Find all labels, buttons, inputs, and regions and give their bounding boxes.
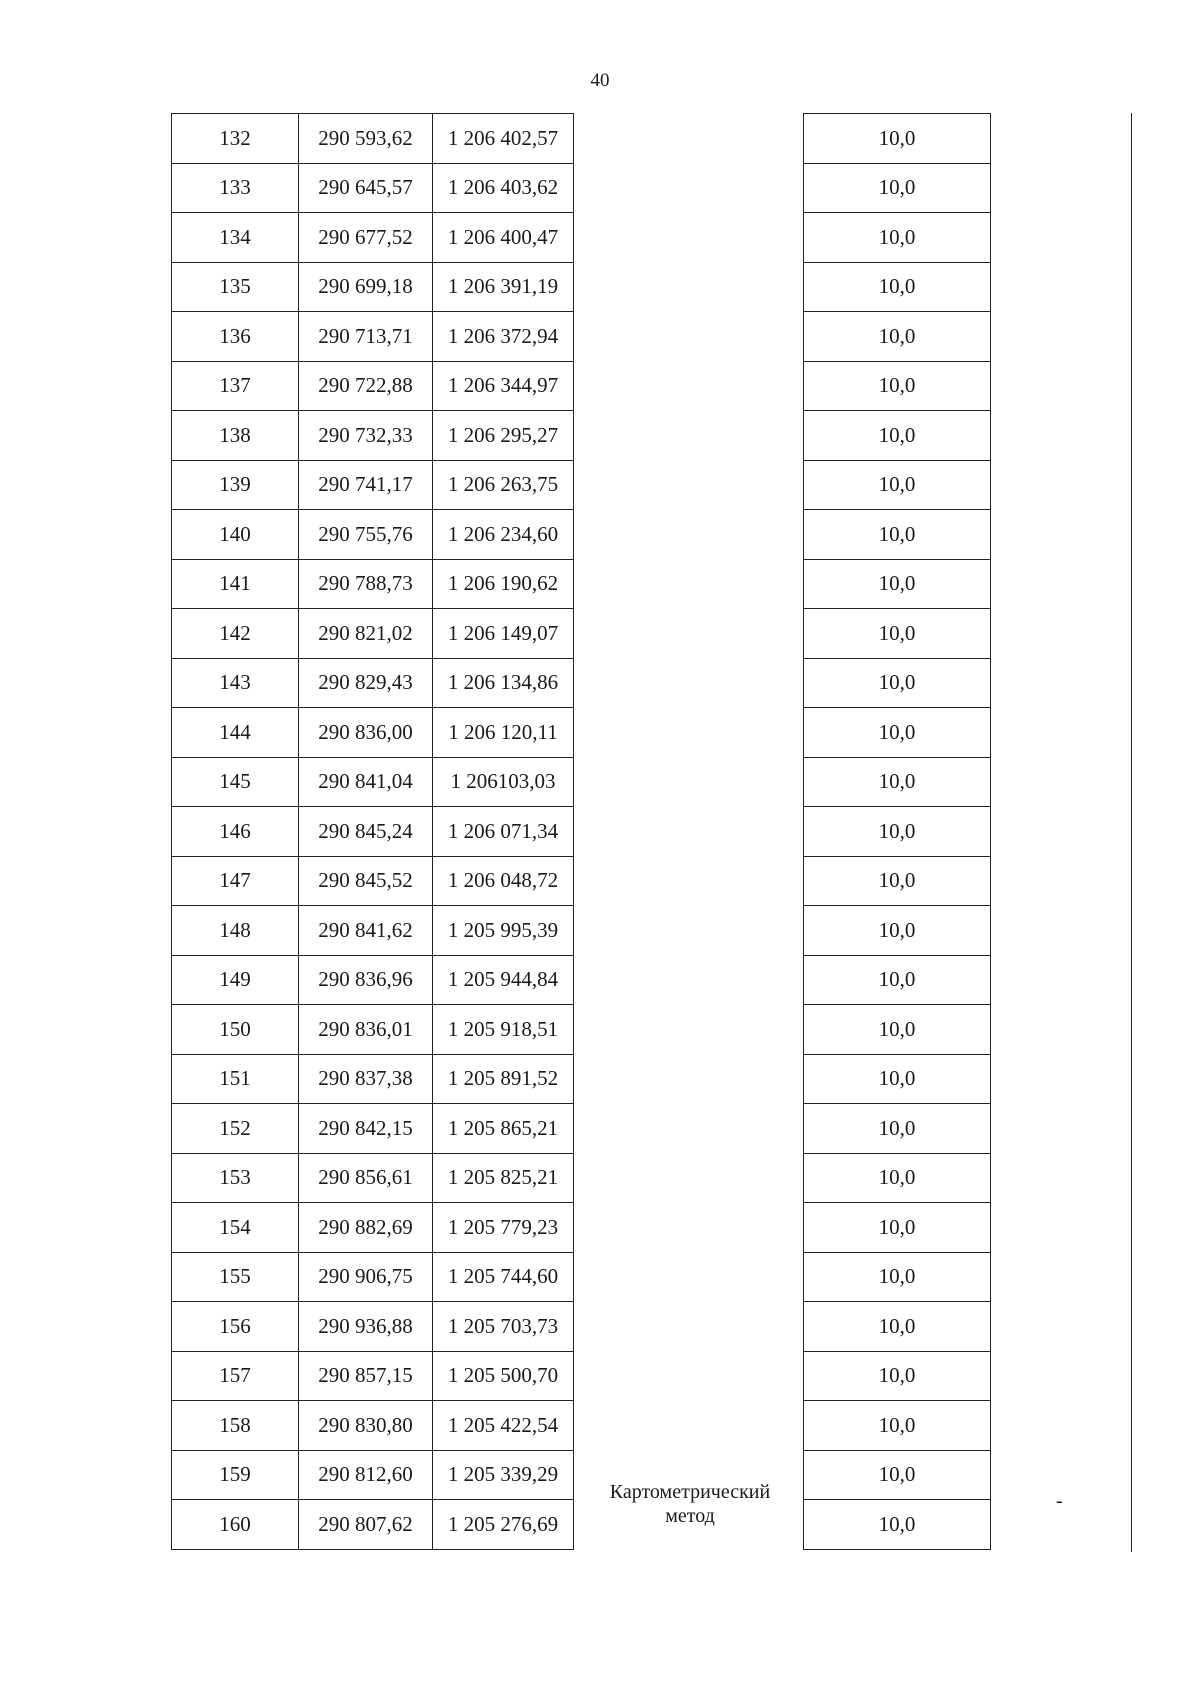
y-coordinate-cell: 1 206 234,60 [433, 510, 574, 560]
accuracy-cell: 10,0 [804, 163, 991, 213]
x-coordinate-cell: 290 788,73 [299, 559, 433, 609]
y-coordinate-cell: 1 206 295,27 [433, 411, 574, 461]
x-coordinate-cell: 290 732,33 [299, 411, 433, 461]
accuracy-cell: 10,0 [804, 708, 991, 758]
page-number: 40 [590, 70, 610, 91]
accuracy-cell: 10,0 [804, 510, 991, 560]
accuracy-cell: 10,0 [804, 1302, 991, 1352]
accuracy-cell: 10,0 [804, 1450, 991, 1500]
y-coordinate-cell: 1 206 344,97 [433, 361, 574, 411]
table-row [172, 411, 991, 461]
table-row [172, 1203, 991, 1253]
method-gap-cell [574, 1302, 804, 1352]
x-coordinate-cell: 290 741,17 [299, 460, 433, 510]
accuracy-cell: 10,0 [804, 262, 991, 312]
point-number-cell: 158 [172, 1401, 299, 1451]
method-gap-cell [574, 163, 804, 213]
y-coordinate-cell: 1 206 402,57 [433, 114, 574, 164]
method-gap-cell [574, 213, 804, 263]
y-coordinate-cell: 1 205 825,21 [433, 1153, 574, 1203]
x-coordinate-cell: 290 593,62 [299, 114, 433, 164]
y-coordinate-cell: 1 205 944,84 [433, 955, 574, 1005]
point-number-cell: 133 [172, 163, 299, 213]
method-gap-cell [574, 262, 804, 312]
table-row [172, 1252, 991, 1302]
accuracy-cell: 10,0 [804, 312, 991, 362]
point-number-cell: 145 [172, 757, 299, 807]
table-row [172, 1104, 991, 1154]
point-number-cell: 152 [172, 1104, 299, 1154]
method-gap-cell [574, 609, 804, 659]
table-row [172, 856, 991, 906]
y-coordinate-cell: 1 206 263,75 [433, 460, 574, 510]
table-row [172, 510, 991, 560]
x-coordinate-cell: 290 677,52 [299, 213, 433, 263]
accuracy-cell: 10,0 [804, 361, 991, 411]
accuracy-cell: 10,0 [804, 1054, 991, 1104]
method-gap-cell [574, 807, 804, 857]
accuracy-cell: 10,0 [804, 1351, 991, 1401]
table-row [172, 807, 991, 857]
method-gap-cell [574, 460, 804, 510]
table-row [172, 1500, 991, 1550]
accuracy-cell: 10,0 [804, 609, 991, 659]
table-row [172, 906, 991, 956]
method-gap-cell [574, 1252, 804, 1302]
accuracy-cell: 10,0 [804, 1104, 991, 1154]
x-coordinate-cell: 290 841,62 [299, 906, 433, 956]
table-row [172, 1302, 991, 1352]
point-number-cell: 136 [172, 312, 299, 362]
point-number-cell: 154 [172, 1203, 299, 1253]
point-number-cell: 155 [172, 1252, 299, 1302]
x-coordinate-cell: 290 841,04 [299, 757, 433, 807]
y-coordinate-cell: 1 205 703,73 [433, 1302, 574, 1352]
point-number-cell: 150 [172, 1005, 299, 1055]
method-gap-cell [574, 312, 804, 362]
table-row [172, 1054, 991, 1104]
accuracy-cell: 10,0 [804, 559, 991, 609]
point-number-cell: 132 [172, 114, 299, 164]
point-number-cell: 135 [172, 262, 299, 312]
x-coordinate-cell: 290 755,76 [299, 510, 433, 560]
table-row [172, 559, 991, 609]
x-coordinate-cell: 290 836,00 [299, 708, 433, 758]
y-coordinate-cell: 1 206103,03 [433, 757, 574, 807]
method-gap-cell [574, 361, 804, 411]
table-row [172, 312, 991, 362]
y-coordinate-cell: 1 205 865,21 [433, 1104, 574, 1154]
method-gap-cell [574, 757, 804, 807]
point-number-cell: 156 [172, 1302, 299, 1352]
table-row [172, 262, 991, 312]
point-number-cell: 149 [172, 955, 299, 1005]
y-coordinate-cell: 1 205 500,70 [433, 1351, 574, 1401]
table-row [172, 1401, 991, 1451]
table-row [172, 757, 991, 807]
x-coordinate-cell: 290 837,38 [299, 1054, 433, 1104]
table-row [172, 1153, 991, 1203]
table-row [172, 708, 991, 758]
method-gap-cell [574, 510, 804, 560]
table-row [172, 1005, 991, 1055]
x-coordinate-cell: 290 722,88 [299, 361, 433, 411]
y-coordinate-cell: 1 205 995,39 [433, 906, 574, 956]
point-number-cell: 142 [172, 609, 299, 659]
point-number-cell: 151 [172, 1054, 299, 1104]
table-row [172, 1351, 991, 1401]
accuracy-cell: 10,0 [804, 1252, 991, 1302]
method-gap-cell [574, 856, 804, 906]
method-gap-cell [574, 1153, 804, 1203]
method-gap-cell [574, 114, 804, 164]
table-row [172, 460, 991, 510]
point-number-cell: 148 [172, 906, 299, 956]
accuracy-cell: 10,0 [804, 411, 991, 461]
point-number-cell: 141 [172, 559, 299, 609]
point-number-cell: 146 [172, 807, 299, 857]
point-number-cell: 139 [172, 460, 299, 510]
y-coordinate-cell: 1 205 779,23 [433, 1203, 574, 1253]
accuracy-cell: 10,0 [804, 955, 991, 1005]
method-gap-cell [574, 708, 804, 758]
x-coordinate-cell: 290 713,71 [299, 312, 433, 362]
x-coordinate-cell: 290 699,18 [299, 262, 433, 312]
point-number-cell: 138 [172, 411, 299, 461]
x-coordinate-cell: 290 857,15 [299, 1351, 433, 1401]
y-coordinate-cell: 1 205 422,54 [433, 1401, 574, 1451]
table-row [172, 213, 991, 263]
x-coordinate-cell: 290 882,69 [299, 1203, 433, 1253]
x-coordinate-cell: 290 645,57 [299, 163, 433, 213]
method-gap-cell [574, 1104, 804, 1154]
x-coordinate-cell: 290 842,15 [299, 1104, 433, 1154]
table-row [172, 609, 991, 659]
point-number-cell: 147 [172, 856, 299, 906]
y-coordinate-cell: 1 205 744,60 [433, 1252, 574, 1302]
accuracy-cell: 10,0 [804, 1153, 991, 1203]
y-coordinate-cell: 1 206 120,11 [433, 708, 574, 758]
y-coordinate-cell: 1 206 048,72 [433, 856, 574, 906]
point-number-cell: 140 [172, 510, 299, 560]
table-right-border [1131, 113, 1132, 1552]
accuracy-cell: 10,0 [804, 1401, 991, 1451]
x-coordinate-cell: 290 836,01 [299, 1005, 433, 1055]
y-coordinate-cell: 1 205 891,52 [433, 1054, 574, 1104]
y-coordinate-cell: 1 205 918,51 [433, 1005, 574, 1055]
point-number-cell: 137 [172, 361, 299, 411]
method-gap-cell [574, 1351, 804, 1401]
x-coordinate-cell: 290 845,24 [299, 807, 433, 857]
point-number-cell: 157 [172, 1351, 299, 1401]
table-row [172, 114, 991, 164]
y-coordinate-cell: 1 206 134,86 [433, 658, 574, 708]
y-coordinate-cell: 1 206 071,34 [433, 807, 574, 857]
point-number-cell: 134 [172, 213, 299, 263]
x-coordinate-cell: 290 807,62 [299, 1500, 433, 1550]
method-gap-cell [574, 559, 804, 609]
table-row [172, 658, 991, 708]
method-gap-cell [574, 1401, 804, 1451]
y-coordinate-cell: 1 206 403,62 [433, 163, 574, 213]
accuracy-cell: 10,0 [804, 1005, 991, 1055]
table-row [172, 955, 991, 1005]
method-gap-cell [574, 658, 804, 708]
table-row [172, 361, 991, 411]
table-row [172, 163, 991, 213]
measurement-method: Картометрический метод [609, 1481, 771, 1527]
point-number-cell: 160 [172, 1500, 299, 1550]
x-coordinate-cell: 290 829,43 [299, 658, 433, 708]
accuracy-cell: 10,0 [804, 856, 991, 906]
x-coordinate-cell: 290 836,96 [299, 955, 433, 1005]
x-coordinate-cell: 290 830,80 [299, 1401, 433, 1451]
y-coordinate-cell: 1 206 391,19 [433, 262, 574, 312]
accuracy-cell: 10,0 [804, 807, 991, 857]
x-coordinate-cell: 290 936,88 [299, 1302, 433, 1352]
accuracy-cell: 10,0 [804, 460, 991, 510]
table-row [172, 1450, 991, 1500]
accuracy-cell: 10,0 [804, 213, 991, 263]
point-number-cell: 144 [172, 708, 299, 758]
point-number-cell: 159 [172, 1450, 299, 1500]
point-number-cell: 153 [172, 1153, 299, 1203]
y-coordinate-cell: 1 205 276,69 [433, 1500, 574, 1550]
y-coordinate-cell: 1 206 149,07 [433, 609, 574, 659]
x-coordinate-cell: 290 821,02 [299, 609, 433, 659]
accuracy-cell: 10,0 [804, 658, 991, 708]
accuracy-cell: 10,0 [804, 1203, 991, 1253]
method-gap-cell [574, 955, 804, 1005]
y-coordinate-cell: 1 206 400,47 [433, 213, 574, 263]
accuracy-cell: 10,0 [804, 114, 991, 164]
method-gap-cell [574, 1005, 804, 1055]
accuracy-cell: 10,0 [804, 757, 991, 807]
coordinates-table [171, 113, 991, 1550]
y-coordinate-cell: 1 206 372,94 [433, 312, 574, 362]
y-coordinate-cell: 1 205 339,29 [433, 1450, 574, 1500]
accuracy-cell: 10,0 [804, 906, 991, 956]
y-coordinate-cell: 1 206 190,62 [433, 559, 574, 609]
method-gap-cell [574, 411, 804, 461]
coordinates-table-body [172, 114, 991, 1550]
method-gap-cell [574, 1203, 804, 1253]
method-gap-cell [574, 1054, 804, 1104]
x-coordinate-cell: 290 812,60 [299, 1450, 433, 1500]
x-coordinate-cell: 290 845,52 [299, 856, 433, 906]
method-gap-cell [574, 906, 804, 956]
x-coordinate-cell: 290 906,75 [299, 1252, 433, 1302]
point-number-cell: 143 [172, 658, 299, 708]
x-coordinate-cell: 290 856,61 [299, 1153, 433, 1203]
accuracy-cell: 10,0 [804, 1500, 991, 1550]
note-dash: - [1056, 1490, 1063, 1512]
